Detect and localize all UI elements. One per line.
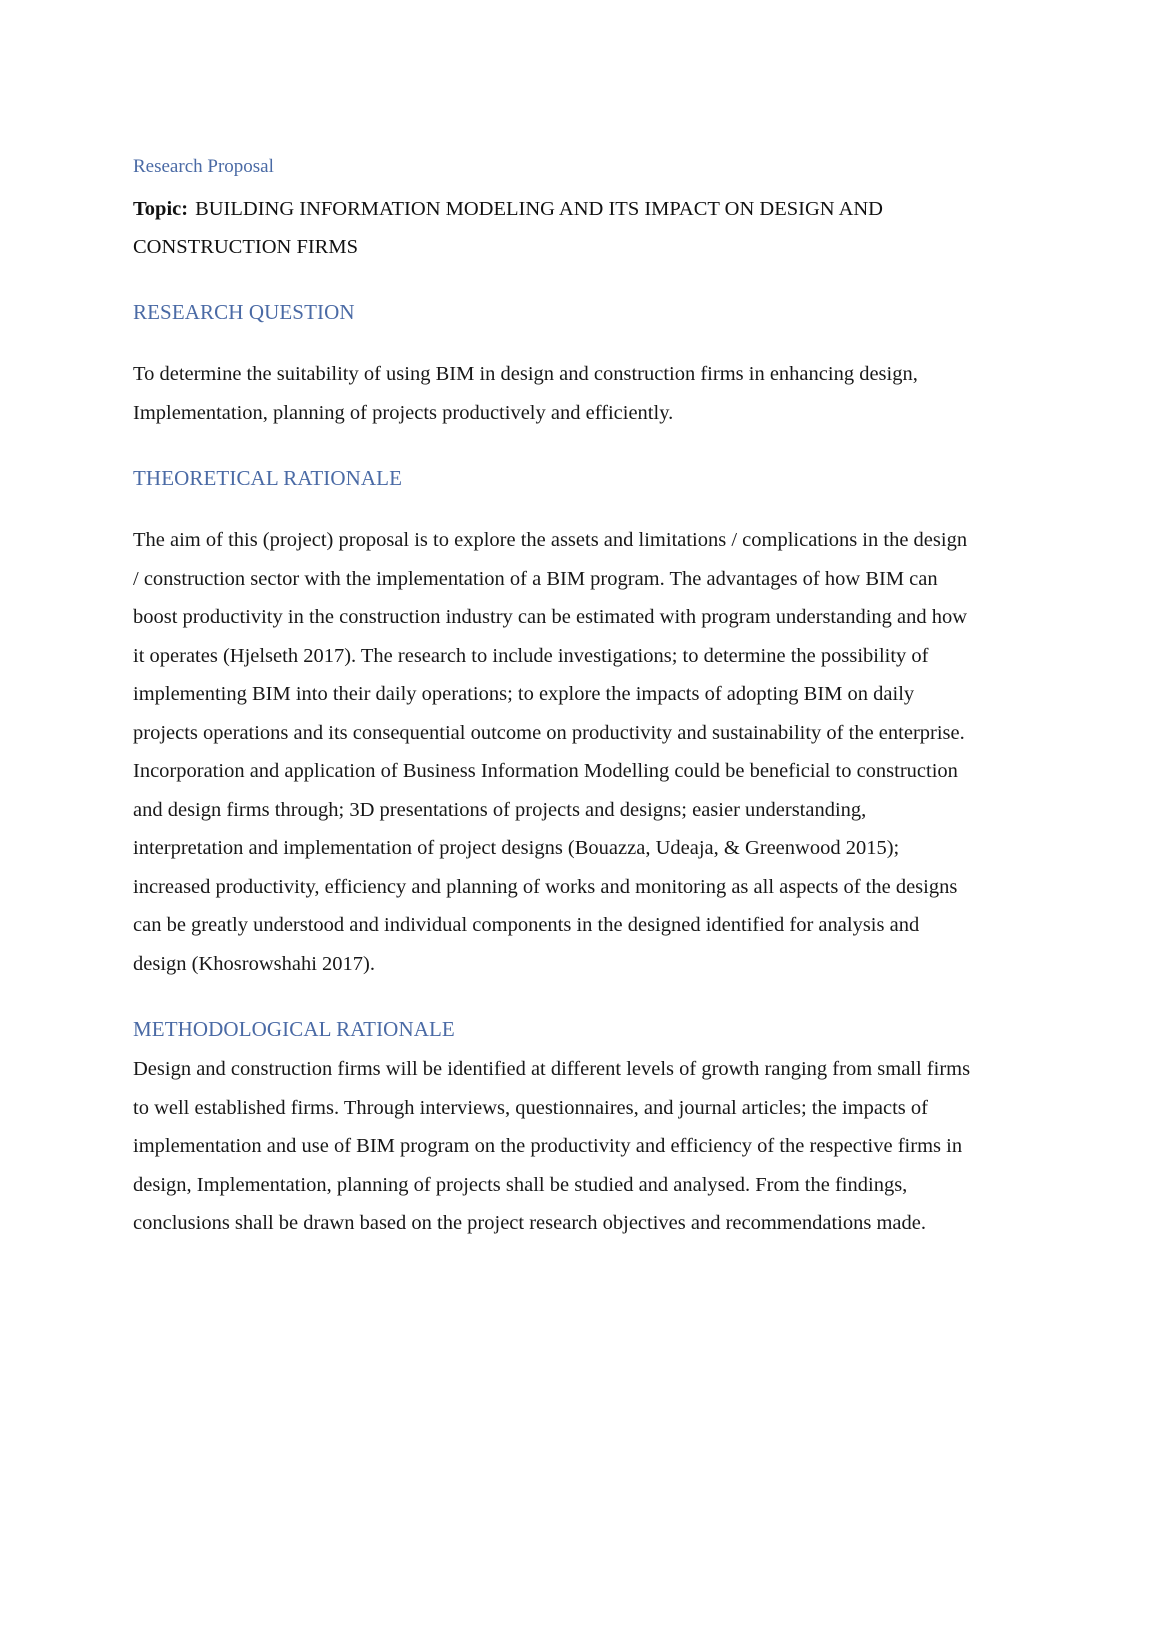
section-heading-methodological-rationale: METHODOLOGICAL RATIONALE [133, 1017, 455, 1041]
section-heading-theoretical-rationale: THEORETICAL RATIONALE [133, 466, 403, 490]
section-body-theoretical-rationale: The aim of this (project) proposal is to explore the assets and limitations / complications in the design / construction sector with the implementation of a BIM program. The advantages of how BIM can boost productivity in the construction industry can be estimated with program understanding and how it operates (Hjelseth 2017). The research to include investigations; to determine the possibility of implementing BIM into their daily operations; to explore the impacts of adopting BIM on daily projects operations and its consequential outcome on productivity and sustainability of the enterprise. Incorporation and application of Business Information Modelling could be beneficial to construction and design firms through; 3D presentations of projects and designs; easier understanding, interpretation and implementation of project designs (Bouazza, Udeaja, & Greenwood 2015); increased productivity, efficiency and planning of works and monitoring as all aspects of the designs can be greatly understood and individual components in the designed identified for analysis and design (Khosrowshahi 2017). [133, 529, 968, 975]
topic-text: BUILDING INFORMATION MODELING AND ITS IMPACT ON DESIGN AND CONSTRUCTION FIRMS [133, 198, 883, 258]
document-content [133, 152, 973, 1243]
topic-label: Topic: [133, 198, 189, 220]
section-body-research-question: To determine the suitability of using BIM in design and construction firms in enhancing design, Implementation, planning of projects productively and efficiently. [133, 363, 918, 424]
section-body-methodological-rationale: Design and construction firms will be identified at different levels of growth ranging from small firms to well established firms. Through interviews, questionnaires, and journal articles; the impacts of implementation and use of BIM program on the productivity and efficiency of the respective firms in design, Implementation, planning of projects shall be studied and analysed. From the findings, conclusions shall be drawn based on the project research objectives and recommendations made. [133, 1058, 971, 1234]
document-subtitle: Research Proposal [133, 156, 274, 177]
section-heading-research-question: RESEARCH QUESTION [133, 300, 355, 324]
topic-line [133, 190, 973, 266]
